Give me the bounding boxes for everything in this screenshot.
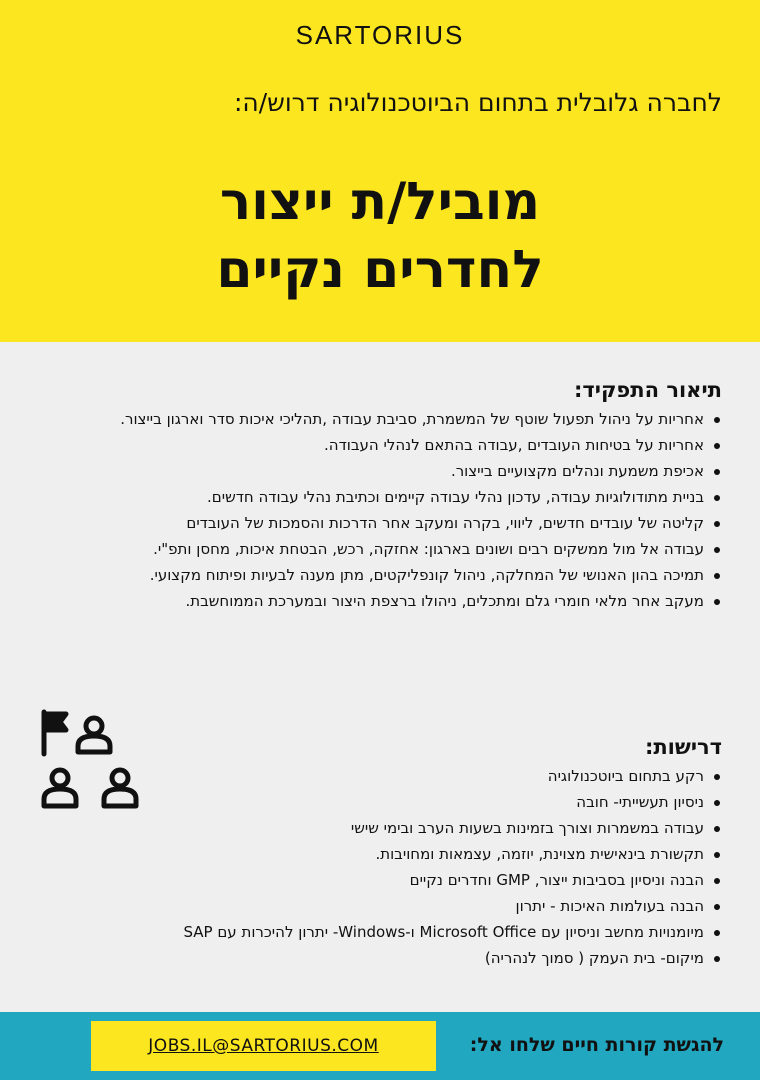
apply-label: להגשת קורות חיים שלחו אל: (469, 1034, 724, 1056)
requirements-section (24, 733, 724, 971)
list-item: תמיכה בהון האנושי של המחלקה, ניהול קונפליקטים, מתן מענה לבעיות ופיתוח מקצועי. (24, 562, 724, 588)
requirements-list (24, 763, 724, 971)
job-title (0, 168, 760, 304)
job-description-list (24, 406, 724, 614)
requirements-heading: דרישות: (644, 735, 722, 759)
list-item: אחריות על בטיחות העובדים ,עבודה בהתאם לנהלי העבודה. (24, 432, 724, 458)
list-item: אחריות על ניהול תפעול שוטף של המשמרת, סביבת עבודה ,תהליכי איכות סדר וארגון בייצור. (24, 406, 724, 432)
email-box (91, 1021, 436, 1071)
list-item: מיקום- בית העמק ( סמוך לנהריה) (24, 945, 724, 971)
header-subtitle: לחברה גלובלית בתחום הביוטכנולוגיה דרוש/ה: (233, 88, 722, 117)
job-title-line-2: לחדרים נקיים (216, 240, 544, 300)
header-banner (0, 0, 760, 342)
list-item: קליטה של עובדים חדשים, ליווי, בקרה ומעקב אחר הדרכות והסמכות של העובדים (24, 510, 724, 536)
email-link[interactable]: JOBS.IL@SARTORIUS.COM (148, 1036, 379, 1056)
list-item: הבנה וניסיון בסביבות ייצור, GMP וחדרים נקיים (24, 867, 724, 893)
list-item: מעקב אחר מלאי חומרי גלם ומתכלים, ניהולו ברצפת היצור ובמערכת הממוחשבת. (24, 588, 724, 614)
list-item: הבנה בעולמות האיכות - יתרון (24, 893, 724, 919)
list-item: עבודה במשמרות וצורך בזמינות בשעות הערב ובימי שישי (24, 815, 724, 841)
list-item: רקע בתחום ביוטכנולוגיה (24, 763, 724, 789)
sartorius-logo: SARTORIUS (295, 20, 465, 50)
list-item: מיומנויות מחשב וניסיון עם Microsoft Office ו-Windows- יתרון להיכרות עם SAP (24, 919, 724, 945)
list-item: תקשורת בינאישית מצוינת, יוזמה, עצמאות ומחויבות. (24, 841, 724, 867)
list-item: ניסיון תעשייתי- חובה (24, 789, 724, 815)
job-description-section (24, 376, 724, 614)
job-title-line-1: מוביל/ת ייצור (219, 172, 541, 232)
list-item: בניית מתודולוגיות עבודה, עדכון נהלי עבודה קיימים וכתיבת נהלי עבודה חדשים. (24, 484, 724, 510)
list-item: עבודה אל מול ממשקים רבים ושונים בארגון: אחזקה, רכש, הבטחת איכות, מחסן ותפ"י. (24, 536, 724, 562)
list-item: אכיפת משמעת ונהלים מקצועיים בייצור. (24, 458, 724, 484)
job-description-heading: תיאור התפקיד: (574, 378, 722, 402)
